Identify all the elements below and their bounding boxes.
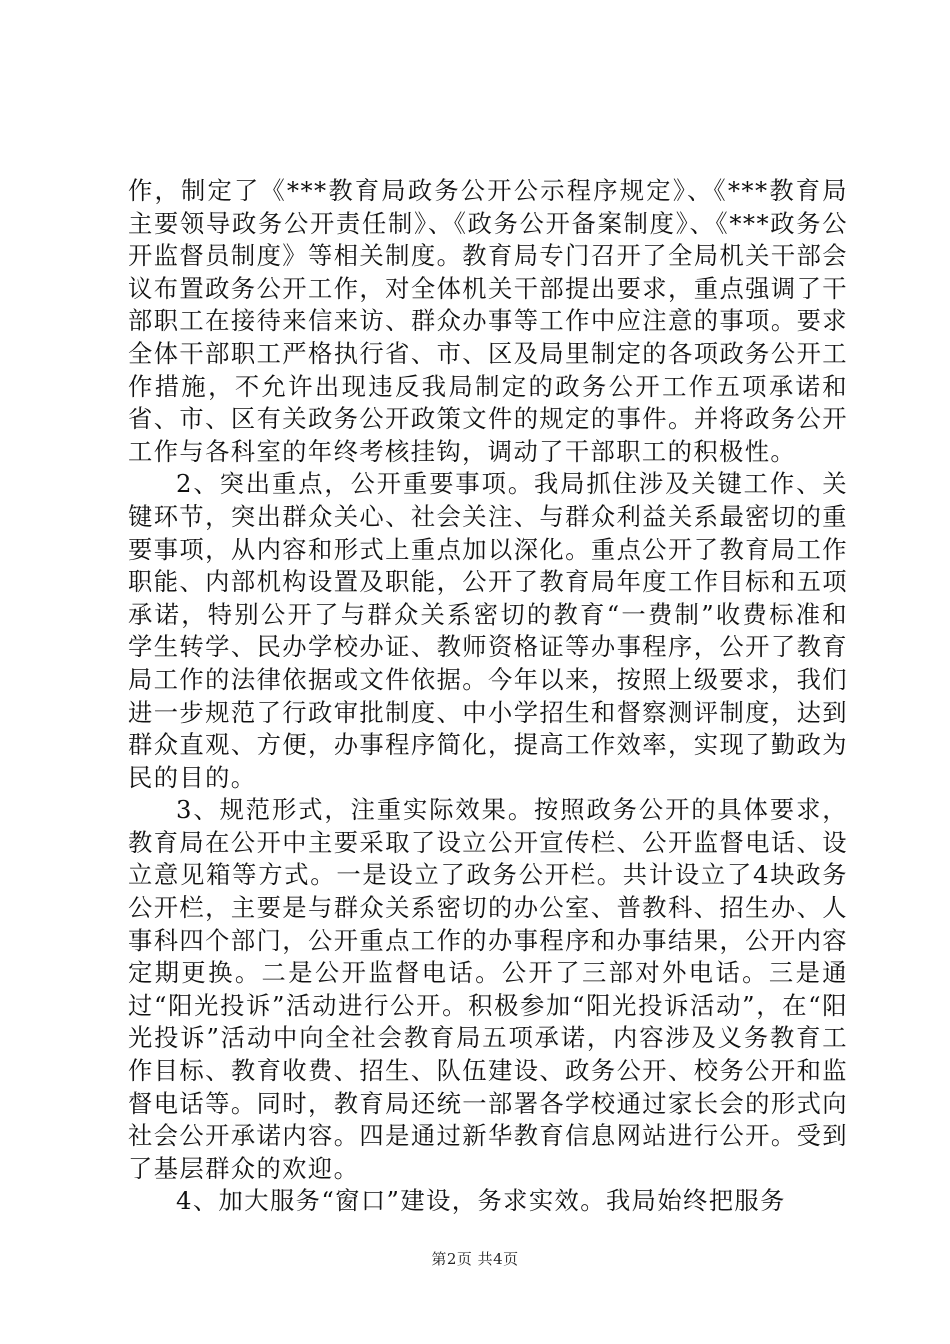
paragraph-continued: 作，制定了《***教育局政务公开公示程序规定》、《***教育局主要领导政务公开责任制》、《政务公开备案制度》、《***政务公开监督员制度》等相关制度。教育局专门召开了全局机关干部会议布置政务公开工作，对全体机关干部提出要求，重点强调了干部职工在接待来信来访、群众办事等工作中应注意的事项。要求全体干部职工严格执行省、市、区及局里制定的各项政务公开工作措施，不允许出现违反我局制定的政务公开工作五项承诺和省、市、区有关政务公开政策文件的规定的事件。并将政务公开工作与各科室的年终考核挂钩，调动了干部职工的积极性。 [128,176,848,466]
page-footer: 第2页 共4页 [431,1250,519,1268]
paragraph-item-3: 3、规范形式，注重实际效果。按照政务公开的具体要求，教育局在公开中主要采取了设立公开宣传栏、公开监督电话、设立意见箱等方式。一是设立了政务公开栏。共计设立了4块政务公开栏，主要是与群众关系密切的办公室、普教科、招生办、人事科四个部门，公开重点工作的办事程序和办事结果，公开内容定期更换。二是公开监督电话。公开了三部对外电话。三是通过“阳光投诉”活动进行公开。积极参加“阳光投诉活动”，在“阳光投诉”活动中向全社会教育局五项承诺，内容涉及义务教育工作目标、教育收费、招生、队伍建设、政务公开、校务公开和监督电话等。同时，教育局还统一部署各学校通过家长会的形式向社会公开承诺内容。四是通过新华教育信息网站进行公开。受到了基层群众的欢迎。 [128,795,848,1183]
document-body [128,175,848,1218]
paragraph-item-2: 2、突出重点，公开重要事项。我局抓住涉及关键工作、关键环节，突出群众关心、社会关注、与群众利益关系最密切的重要事项，从内容和形式上重点加以深化。重点公开了教育局工作职能、内部机构设置及职能，公开了教育局年度工作目标和五项承诺，特别公开了与群众关系密切的教育“一费制”收费标准和学生转学、民办学校办证、教师资格证等办事程序，公开了教育局工作的法律依据或文件依据。今年以来，按照上级要求，我们进一步规范了行政审批制度、中小学招生和督察测评制度，达到群众直观、方便，办事程序简化，提高工作效率，实现了勤政为民的目的。 [128,469,848,792]
paragraph-item-4: 4、加大服务“窗口”建设，务求实效。我局始终把服务 [176,1186,786,1216]
